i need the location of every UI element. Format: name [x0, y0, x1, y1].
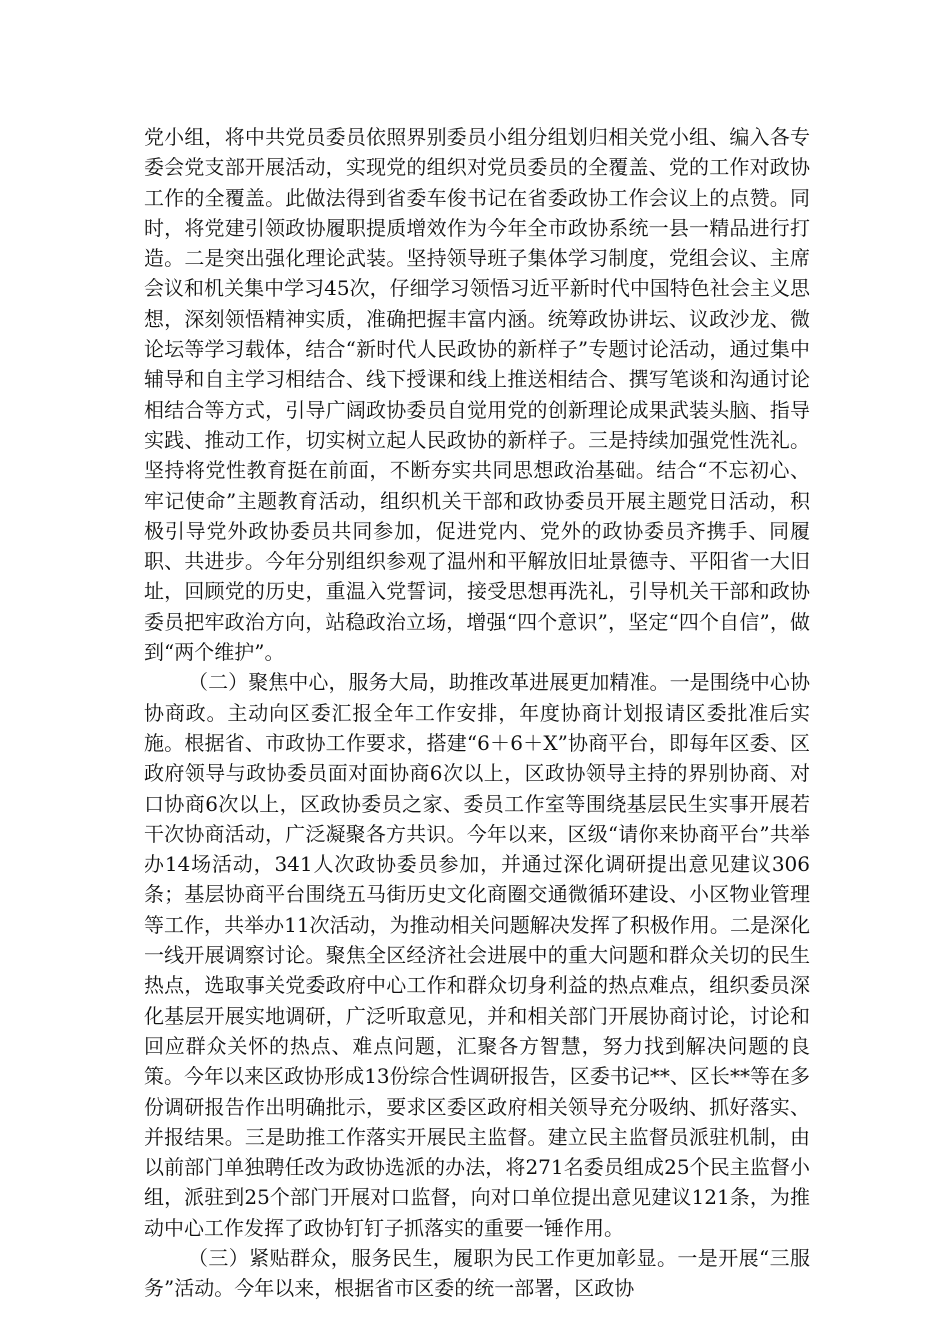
document-page	[144, 122, 810, 1304]
paragraph-section-2: （二）聚焦中心，服务大局，助推改革进展更加精准。一是围绕中心协协商政。主动向区委汇报全年工作安排，年度协商计划报请区委批准后实施。根据省、市政协工作要求，搭建“6＋6＋X”协商平台，即每年区委、区政府领导与政协委员面对面协商6次以上，区政协领导主持的界别协商、对口协商6次以上，区政协委员之家、委员工作室等围绕基层民生实事开展若干次协商活动，广泛凝聚各方共识。今年以来，区级“请你来协商平台”共举办14场活动，341人次政协委员参加，并通过深化调研提出意见建议306条；基层协商平台围绕五马街历史文化商圈交通微循环建设、小区物业管理等工作，共举办11次活动，为推动相关问题解决发挥了积极作用。二是深化一线开展调察讨论。聚焦全区经济社会进展中的重大问题和群众关切的民生热点，选取事关党委政府中心工作和群众切身利益的热点难点，组织委员深化基层开展实地调研，广泛听取意见，并和相关部门开展协商讨论，讨论和回应群众关怀的热点、难点问题，汇聚各方智慧，努力找到解决问题的良策。今年以来区政协形成13份综合性调研报告，区委书记**、区长**等在多份调研报告作出明确批示，要求区委区政府相关领导充分吸纳、抓好落实、并报结果。三是助推工作落实开展民主监督。建立民主监督员派驻机制，由以前部门单独聘任改为政协选派的办法，将271名委员组成25个民主监督小组，派驻到25个部门开展对口监督，向对口单位提出意见建议121条，为推动中心工作发挥了政协钉钉子抓落实的重要一锤作用。	[144, 670, 810, 1240]
paragraph-party-building: 党小组，将中共党员委员依照界别委员小组分组划归相关党小组、编入各专委会党支部开展活动，实现党的组织对党员委员的全覆盖、党的工作对政协工作的全覆盖。此做法得到省委车俊书记在省委政协工作会议上的点赞。同时，将党建引领政协履职提质增效作为今年全市政协系统一县一精品进行打造。二是突出强化理论武装。坚持领导班子集体学习制度，党组会议、主席会议和机关集中学习45次，仔细学习领悟习近平新时代中国特色社会主义思想，深刻领悟精神实质，准确把握丰富内涵。统筹政协讲坛、议政沙龙、微论坛等学习载体，结合“新时代人民政协的新样子”专题讨论活动，通过集中辅导和自主学习相结合、线下授课和线上推送相结合、撰写笔谈和沟通讨论相结合等方式，引导广阔政协委员自觉用党的创新理论成果武装头脑、指导实践、推动工作，切实树立起人民政协的新样子。三是持续加强党性洗礼。坚持将党性教育挺在前面，不断夯实共同思想政治基础。结合“不忘初心、牢记使命”主题教育活动，组织机关干部和政协委员开展主题党日活动，积极引导党外政协委员共同参加，促进党内、党外的政协委员齐携手、同履职、共进步。今年分别组织参观了温州和平解放旧址景德寺、平阳省一大旧址，回顾党的历史，重温入党誓词，接受思想再洗礼，引导机关干部和政协委员把牢政治方向，站稳政治立场，增强“四个意识”，坚定“四个自信”，做到“两个维护”。	[144, 125, 810, 665]
paragraph-section-3: （三）紧贴群众，服务民生，履职为民工作更加彰显。一是开展“三服务”活动。今年以来，根据省市区委的统一部署，区政协	[144, 1245, 810, 1301]
